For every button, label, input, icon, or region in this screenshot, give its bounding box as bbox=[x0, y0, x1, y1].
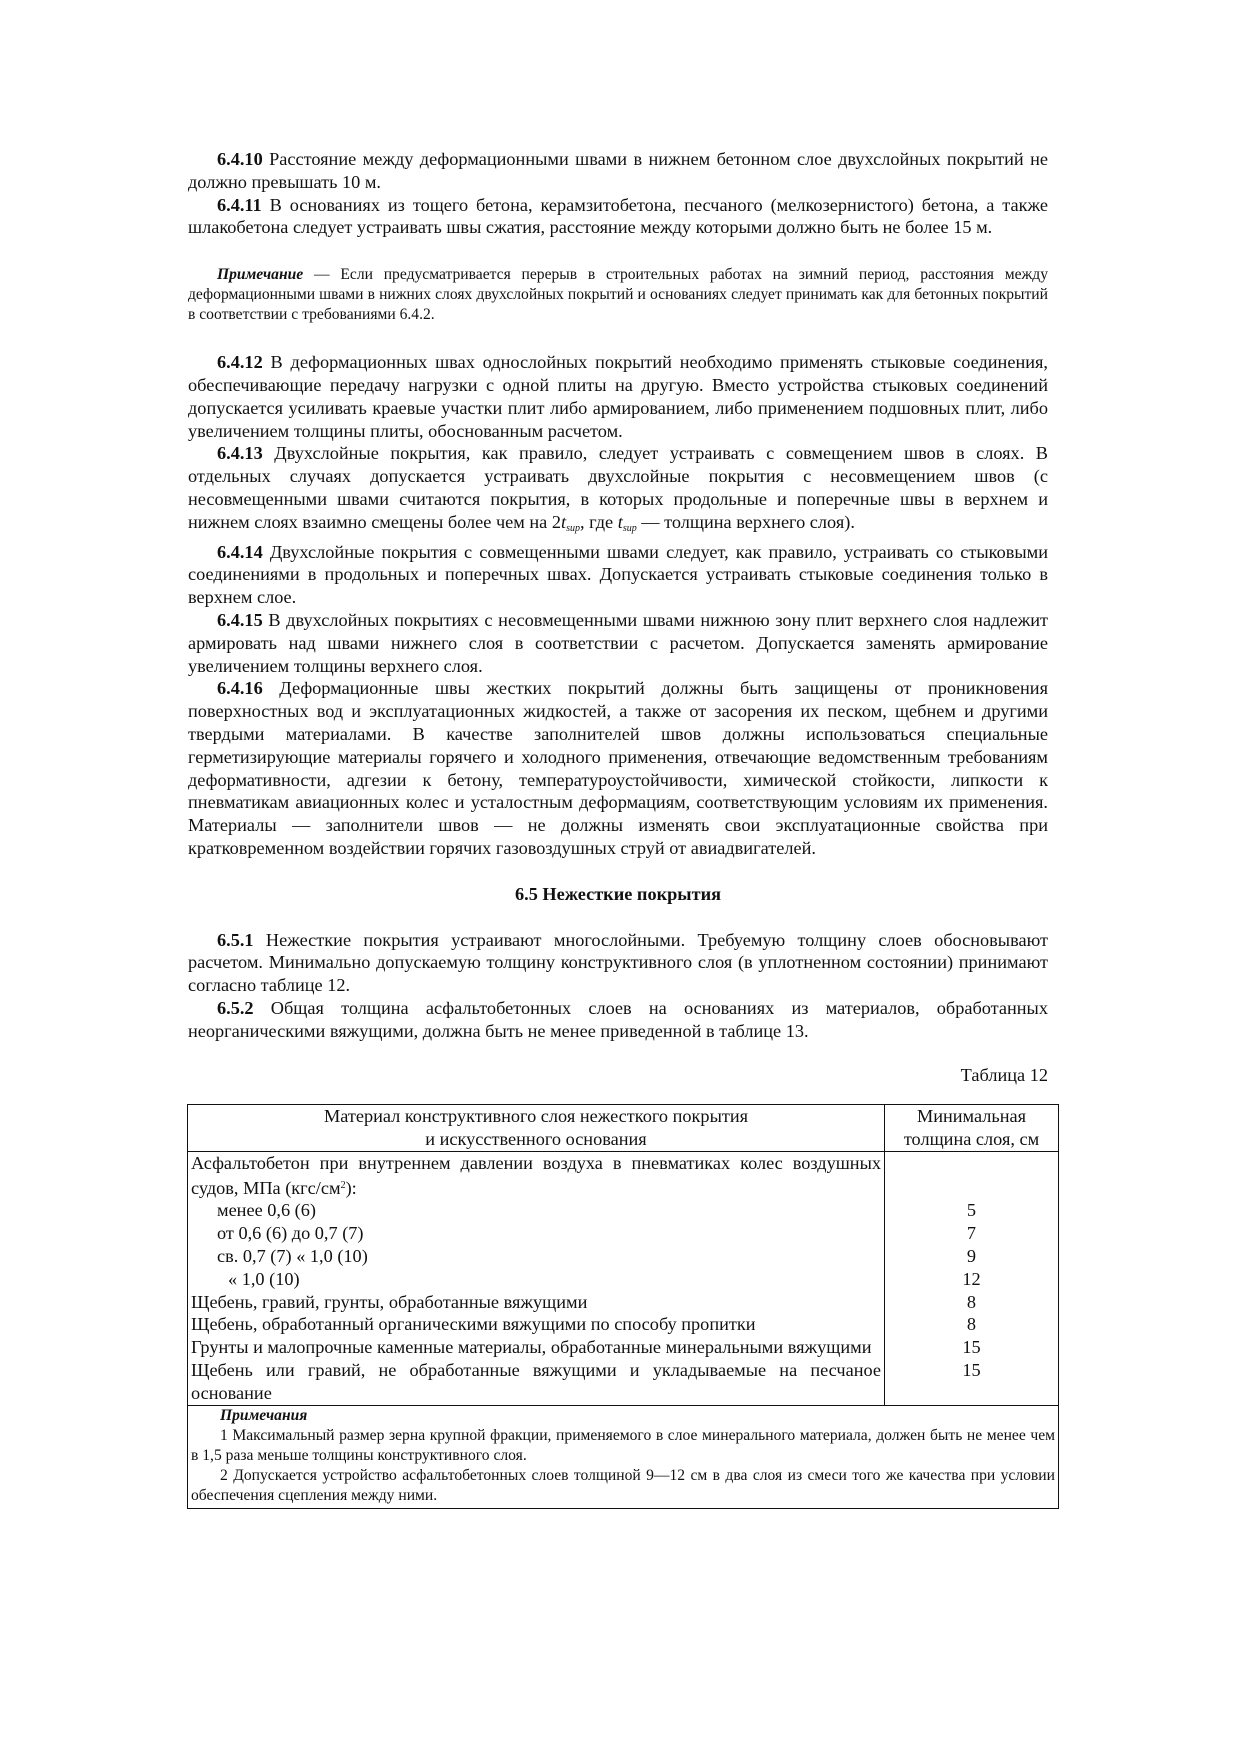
table-row: от 0,6 (6) до 0,7 (7) 7 bbox=[188, 1222, 1059, 1245]
table-row: Щебень, обработанный органическими вяжущими по способу пропитки 8 bbox=[188, 1313, 1059, 1336]
table-header: Материал конструктивного слоя нежесткого покрытия и искусственного основания Минимальная толщина слоя, см bbox=[188, 1105, 1059, 1152]
table-row: Щебень, гравий, грунты, обработанные вяжущими 8 bbox=[188, 1291, 1059, 1314]
clause-6-5-1: 6.5.1 Нежесткие покрытия устраивают многослойными. Требуемую толщину слоев обосновывают расчетом. Минимально допускаемую толщину конструктивного слоя (в уплотненном состоянии) принимают согласно таблице 12. bbox=[188, 929, 1048, 996]
note: Примечание — Если предусматривается перерыв в строительных работах на зимний период, расстояния между деформационными швами в нижних слоях двухслойных покрытий и основаниях следует принимать как для бетонных покрытий в соответствии с требованиями 6.4.2. bbox=[188, 266, 1048, 324]
table-row: менее 0,6 (6) 5 bbox=[188, 1199, 1059, 1222]
section-heading: 6.5 Нежесткие покрытия bbox=[514, 883, 721, 904]
table-row: « 1,0 (10) 12 bbox=[188, 1268, 1059, 1291]
table-row: Щебень или гравий, не обработанные вяжущими и укладываемые на песчаное основание 15 bbox=[188, 1359, 1059, 1405]
table-row: св. 0,7 (7) « 1,0 (10) 9 bbox=[188, 1245, 1059, 1268]
clause-6-5-2: 6.5.2 Общая толщина асфальтобетонных слоев на основаниях из материалов, обработанных неорганическими вяжущими, должна быть не менее приведенной в таблице 13. bbox=[188, 997, 1048, 1041]
clause-6-4-15: 6.4.15 В двухслойных покрытиях с несовмещенными швами нижнюю зону плит верхнего слоя надлежит армировать над швами нижнего слоя в соответствии с расчетом. Допускается заменять армирование увеличением толщины верхнего слоя. bbox=[188, 609, 1048, 676]
clause-6-4-10: 6.4.10 Расстояние между деформационными швами в нижнем бетонном слое двухслойных покрытий не должно превышать 10 м. bbox=[188, 149, 1048, 192]
clause-6-4-14: 6.4.14 Двухслойные покрытия с совмещенными швами следует, как правило, устраивать со стыковыми соединениями в продольных и поперечных швах. Допускается устраивать стыковые соединения только в верхнем слое. bbox=[188, 541, 1048, 608]
table-row: Асфальтобетон при внутреннем давлении воздуха в пневматиках колес воздушных судов, МПа $(кгс/см^2)$: bbox=[188, 1151, 1059, 1199]
table-12 bbox=[187, 1104, 1059, 1508]
clause-6-4-13: 6.4.13 Двухслойные покрытия, как правило, следует устраивать с совмещением швов в слоях. В отдельных случаях допускается устраивать двухслойные покрытия с несовмещением швов (с несовмещенными швами считаются покрытия, в которых продольные и поперечные швы в верхнем и нижнем слоях взаимно смещены более чем на $2t_{sup}$, где $t_{sup}$ — толщина верхнего слоя). bbox=[188, 443, 1048, 534]
table-row: Грунты и малопрочные каменные материалы, обработанные минеральными вяжущими 15 bbox=[188, 1336, 1059, 1359]
clause-6-4-16: 6.4.16 Деформационные швы жестких покрытий должны быть защищены от проникновения поверхностных вод и эксплуатационных жидкостей, а также от засорения их песком, щебнем и другими твердыми материалами. В качестве заполнителей швов должны использоваться специальные герметизирующие материалы горячего и холодного применения, отвечающие ведомственным требованиям деформативности, адгезии к бетону, температуроустойчивости, химической стойкости, липкости к пневматикам авиационных колес и усталостным деформациям, соответствующим условиям их применения. Материалы — заполнители швов — не должны изменять свои эксплуатационные свойства при кратковременном воздействии горячих газовоздушных струй от авиадвигателей. bbox=[188, 678, 1048, 858]
table-notes: Примечания 1 Максимальный размер зерна крупной фракции, применяемого в слое минерального материала, должен быть не менее чем в 1,5 раза меньше толщины конструктивного слоя. 2 Допускается устройство асфальтобетонных слоев толщиной 9—12 см в два слоя из смеси того же качества при условии обеспечения сцепления между ними. bbox=[188, 1405, 1059, 1508]
clause-6-4-11: 6.4.11 В основаниях из тощего бетона, керамзитобетона, песчаного (мелкозернистого) бетона, а также шлакобетона следует устраивать швы сжатия, расстояние между которыми должно быть не более 15 м. bbox=[188, 194, 1048, 238]
table-caption: Таблица 12 bbox=[960, 1064, 1048, 1085]
clause-6-4-12: 6.4.12 В деформационных швах однослойных покрытий необходимо применять стыковые соединения, обеспечивающие передачу нагрузки с одной плиты на другую. Вместо устройства стыковых соединений допускается усиливать краевые участки плит либо армированием, либо применением подшовных плит, либо увеличением толщины плиты, обоснованным расчетом. bbox=[188, 352, 1048, 441]
document-page bbox=[188, 148, 1055, 1509]
